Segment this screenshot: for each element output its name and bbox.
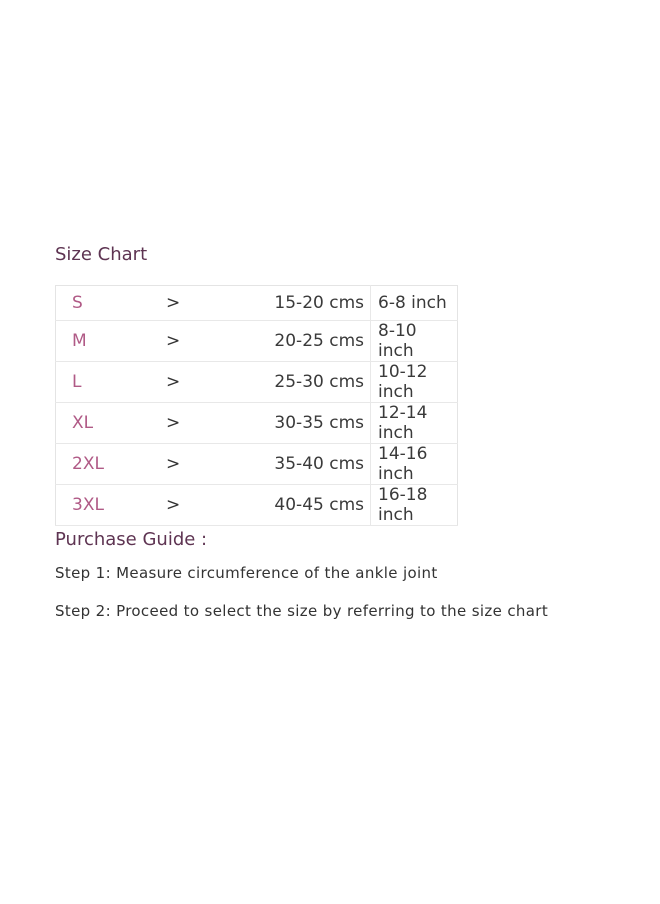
size-label: 3XL bbox=[56, 485, 167, 526]
table-row bbox=[56, 403, 458, 444]
table-row bbox=[56, 444, 458, 485]
table-row bbox=[56, 286, 458, 321]
chevron-right-icon: > bbox=[166, 403, 226, 444]
purchase-guide-step-1: Step 1: Measure circumference of the ankle joint bbox=[55, 564, 438, 582]
size-range-inch: 6-8 inch bbox=[371, 286, 458, 321]
size-label: 2XL bbox=[56, 444, 167, 485]
size-label: S bbox=[56, 286, 167, 321]
table-row bbox=[56, 485, 458, 526]
size-range-cms: 30-35 cms bbox=[226, 403, 371, 444]
size-range-inch: 10-12 inch bbox=[371, 362, 458, 403]
chevron-right-icon: > bbox=[166, 444, 226, 485]
purchase-guide-step-2: Step 2: Proceed to select the size by referring to the size chart bbox=[55, 602, 549, 620]
size-label: L bbox=[56, 362, 167, 403]
size-chart-title: Size Chart bbox=[55, 244, 148, 265]
table-row bbox=[56, 362, 458, 403]
chevron-right-icon: > bbox=[166, 286, 226, 321]
chevron-right-icon: > bbox=[166, 362, 226, 403]
size-range-inch: 16-18 inch bbox=[371, 485, 458, 526]
size-range-inch: 12-14 inch bbox=[371, 403, 458, 444]
size-range-inch: 14-16 inch bbox=[371, 444, 458, 485]
size-range-inch: 8-10 inch bbox=[371, 321, 458, 362]
size-label: M bbox=[56, 321, 167, 362]
size-range-cms: 20-25 cms bbox=[226, 321, 371, 362]
size-chart-table bbox=[55, 285, 458, 526]
chevron-right-icon: > bbox=[166, 321, 226, 362]
size-range-cms: 15-20 cms bbox=[226, 286, 371, 321]
size-range-cms: 40-45 cms bbox=[226, 485, 371, 526]
chevron-right-icon: > bbox=[166, 485, 226, 526]
purchase-guide-title: Purchase Guide : bbox=[55, 529, 208, 550]
size-range-cms: 35-40 cms bbox=[226, 444, 371, 485]
table-row bbox=[56, 321, 458, 362]
size-range-cms: 25-30 cms bbox=[226, 362, 371, 403]
size-label: XL bbox=[56, 403, 167, 444]
